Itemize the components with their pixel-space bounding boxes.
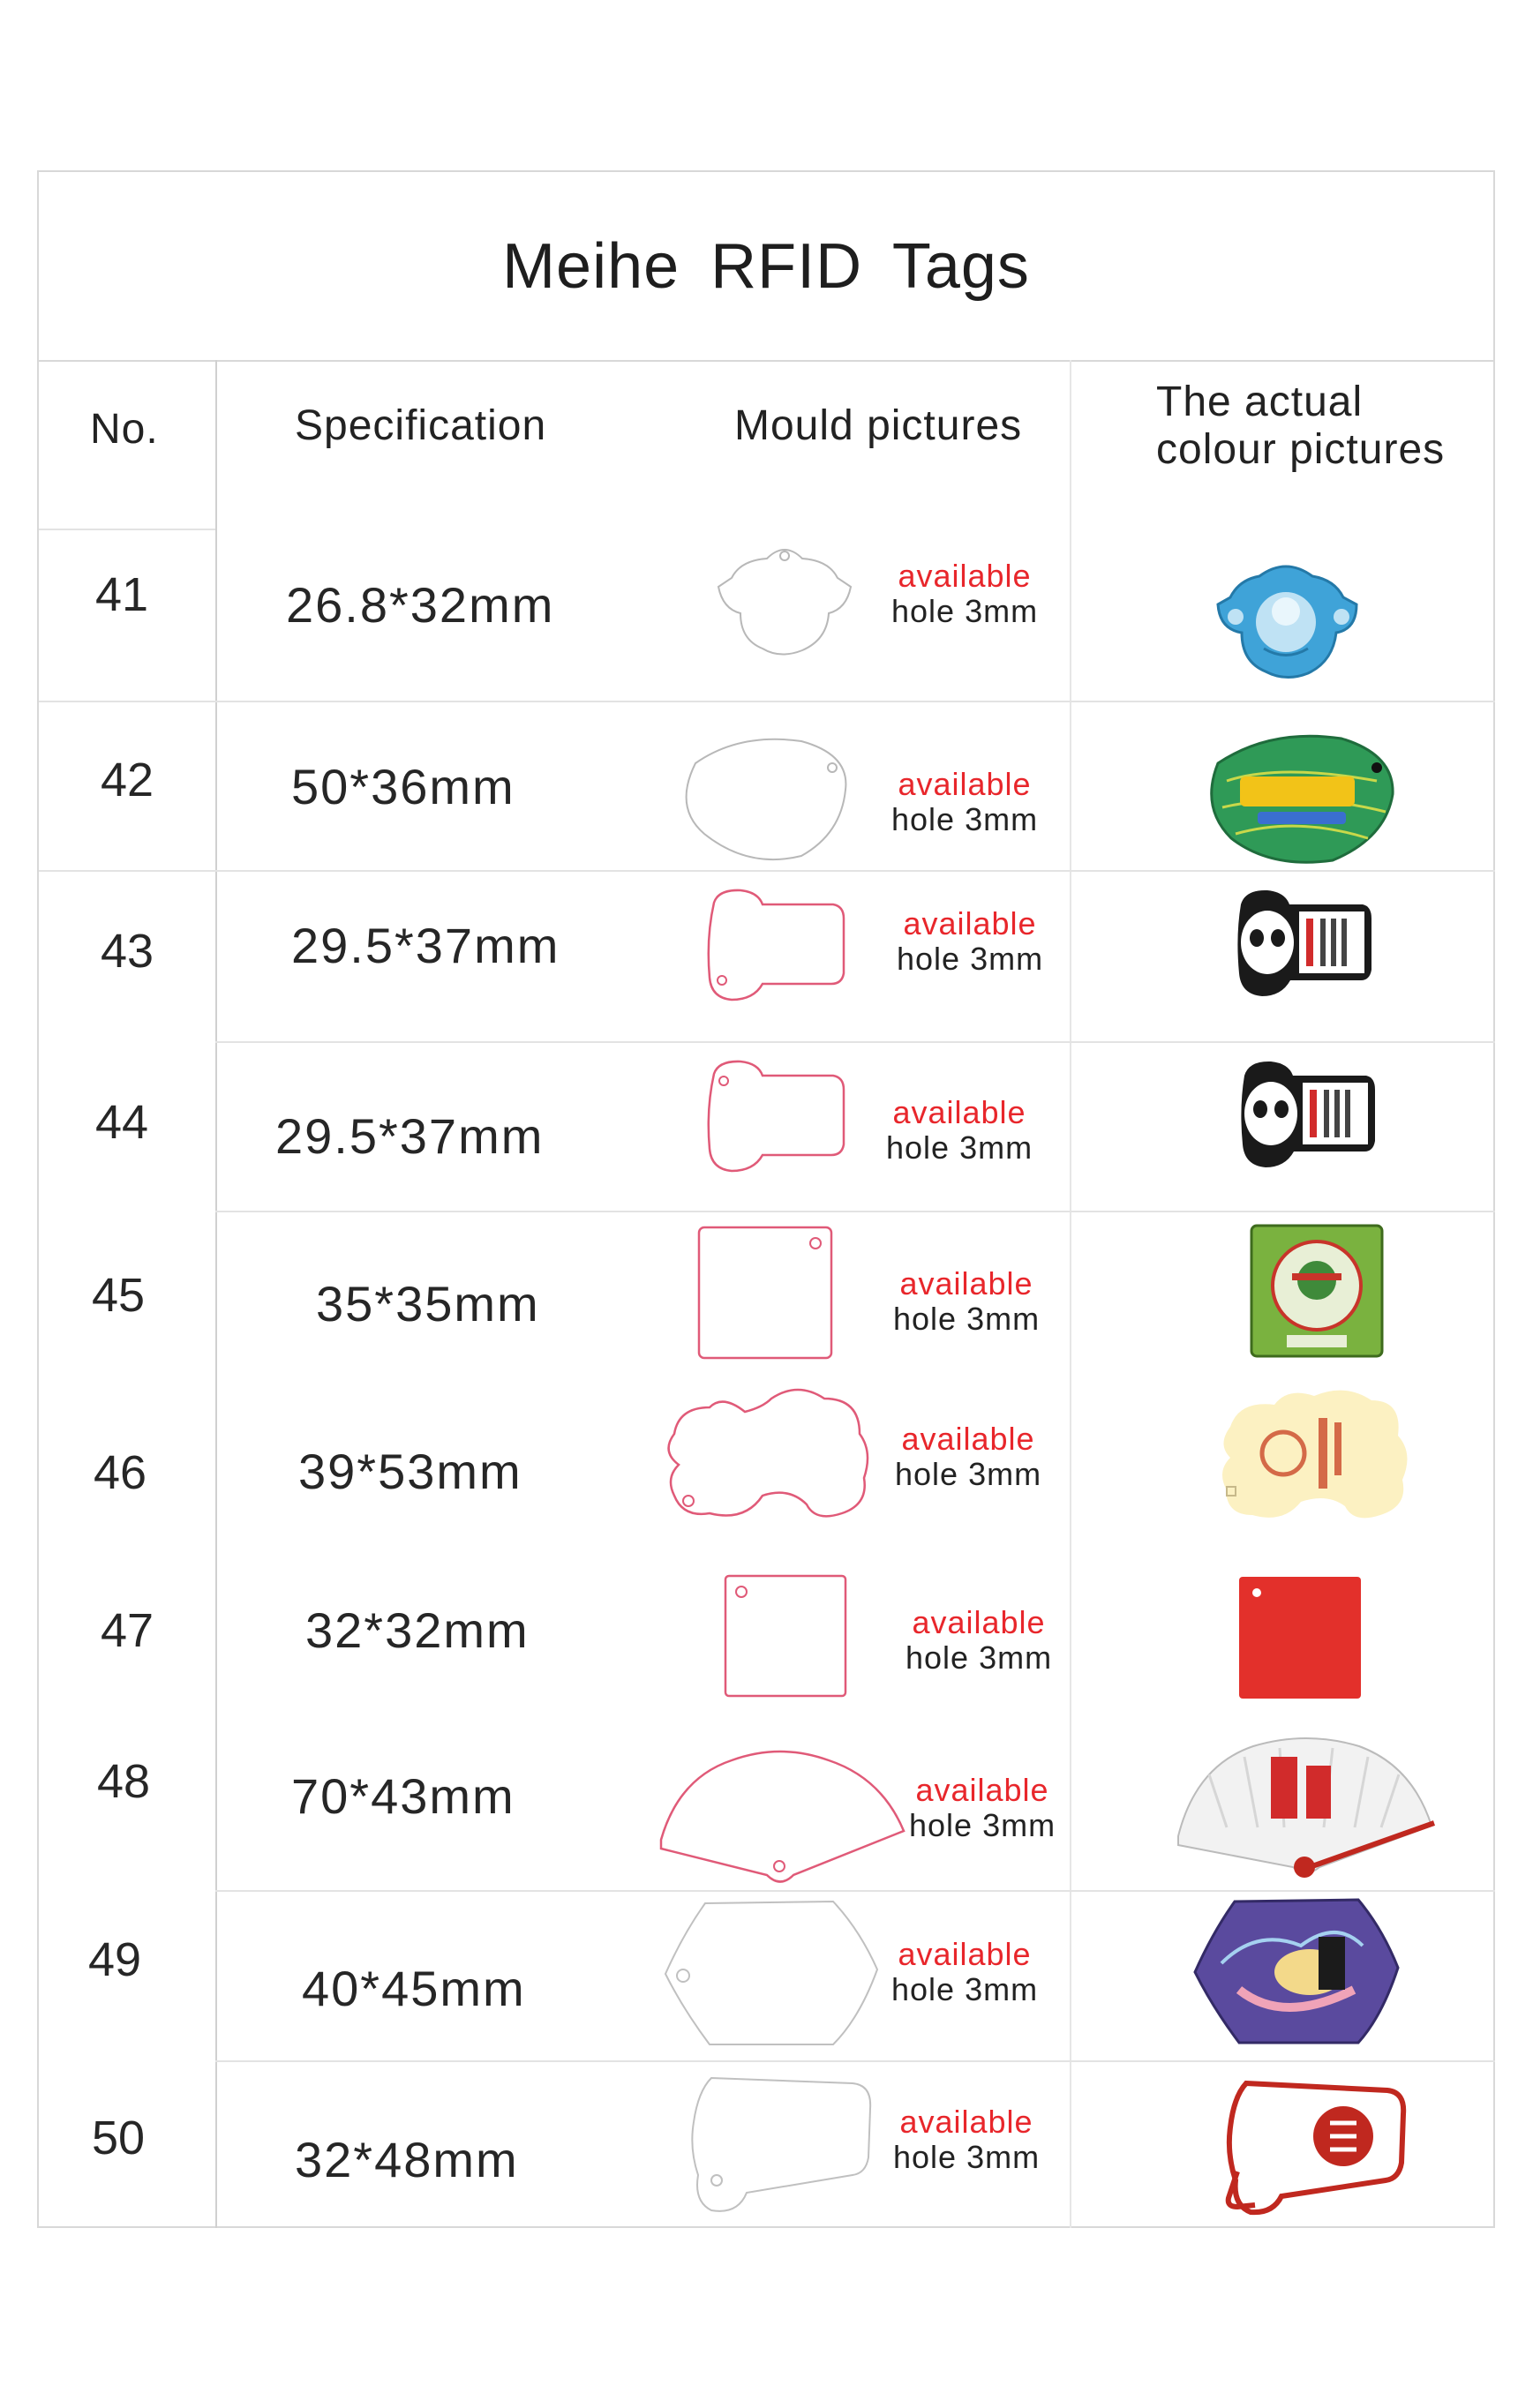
fan-tag-icon: [1174, 1722, 1439, 1880]
row-number: 45: [91, 1269, 146, 1322]
available-label: available: [912, 1604, 1046, 1640]
cup-tag-icon: [1211, 2074, 1432, 2216]
row-specification: 29.5*37mm: [291, 918, 560, 973]
available-label: available: [892, 1094, 1026, 1130]
row-number: 48: [96, 1755, 151, 1808]
hole-size-label: hole 3mm: [897, 941, 1044, 977]
hole-size-label: hole 3mm: [909, 1807, 1056, 1843]
row-number: 41: [94, 568, 149, 621]
header-mould: Mould pictures: [734, 402, 1023, 449]
row-specification: 50*36mm: [291, 759, 515, 814]
title-divider: [39, 360, 1493, 362]
cloud-outline-icon: [657, 1381, 877, 1531]
hole-size-label: hole 3mm: [891, 593, 1039, 629]
purple-hexagon-tag-icon: [1186, 1893, 1407, 2052]
row-specification: 40*45mm: [302, 1961, 526, 2016]
row-number: 46: [93, 1446, 147, 1499]
row-divider: [215, 1211, 1495, 1212]
rfid-tag-table: [37, 170, 1495, 2228]
row-divider: [215, 2060, 1495, 2062]
row-availability: [895, 1422, 1041, 1492]
row-availability: [891, 767, 1038, 837]
row-availability: [897, 906, 1043, 977]
page-title: Meihe RFID Tags: [502, 230, 1030, 302]
row-number: 47: [100, 1604, 154, 1657]
row-specification: 32*32mm: [305, 1602, 530, 1658]
row-number: 50: [91, 2112, 146, 2164]
bird-outline-icon: [705, 534, 864, 666]
row-availability: [891, 559, 1038, 629]
hole-size-label: hole 3mm: [891, 1971, 1039, 2007]
header-actual-line1: The actual: [1156, 379, 1364, 425]
hole-size-label: hole 3mm: [893, 2139, 1041, 2175]
available-label: available: [898, 1936, 1032, 1972]
row-specification: 29.5*37mm: [275, 1108, 545, 1164]
available-label: available: [903, 905, 1037, 941]
header-specification: Specification: [295, 402, 547, 449]
row-divider: [39, 529, 215, 530]
row-specification: 32*48mm: [295, 2132, 519, 2187]
row-availability: [893, 1266, 1040, 1337]
panda-outline-icon: [701, 885, 851, 1009]
row-availability: [886, 1095, 1033, 1166]
oval-outline-icon: [669, 728, 863, 869]
row-number: 42: [100, 754, 154, 806]
available-label: available: [901, 1421, 1035, 1457]
row-availability: [909, 1773, 1056, 1843]
hole-size-label: hole 3mm: [895, 1456, 1042, 1492]
row-divider: [39, 701, 1495, 702]
hole-size-label: hole 3mm: [886, 1129, 1033, 1166]
header-no: No.: [90, 406, 159, 453]
panda-outline-icon: [701, 1056, 851, 1180]
row-number: 44: [94, 1096, 149, 1149]
row-availability: [893, 2104, 1040, 2175]
available-label: available: [898, 558, 1032, 594]
panda-tag-icon: [1236, 1056, 1377, 1171]
header-actual: [1156, 379, 1445, 474]
hole-size-label: hole 3mm: [893, 1301, 1041, 1337]
row-specification: 39*53mm: [298, 1444, 522, 1499]
col-divider-actual: [1070, 360, 1071, 2228]
row-number: 43: [100, 925, 154, 978]
available-label: available: [915, 1772, 1049, 1808]
red-square-tag-icon: [1236, 1573, 1364, 1702]
row-availability: [891, 1937, 1038, 2007]
row-divider: [215, 1041, 1495, 1043]
available-label: available: [899, 1265, 1033, 1302]
row-number: 49: [87, 1933, 142, 1986]
cream-cloud-tag-icon: [1213, 1383, 1416, 1533]
row-specification: 70*43mm: [291, 1768, 515, 1824]
blue-bird-tag-icon: [1211, 560, 1361, 684]
header-actual-line2: colour pictures: [1156, 426, 1446, 473]
row-availability: [906, 1605, 1052, 1676]
row-divider: [39, 870, 1495, 872]
hexagon-outline-icon: [657, 1894, 886, 2053]
row-specification: 35*35mm: [316, 1276, 540, 1332]
row-specification: 26.8*32mm: [286, 577, 555, 633]
cup-outline-icon: [676, 2069, 906, 2219]
available-label: available: [898, 766, 1032, 802]
available-label: available: [899, 2104, 1033, 2140]
col-divider-no: [215, 360, 217, 2228]
panda-tag-icon: [1232, 885, 1373, 1000]
green-oval-tag-icon: [1200, 728, 1403, 869]
green-square-tag-icon: [1248, 1222, 1386, 1360]
hole-size-label: hole 3mm: [906, 1639, 1053, 1676]
hole-size-label: hole 3mm: [891, 801, 1039, 837]
fan-outline-icon: [652, 1725, 908, 1893]
square-outline-icon: [718, 1571, 851, 1703]
square-outline-icon: [692, 1222, 842, 1363]
